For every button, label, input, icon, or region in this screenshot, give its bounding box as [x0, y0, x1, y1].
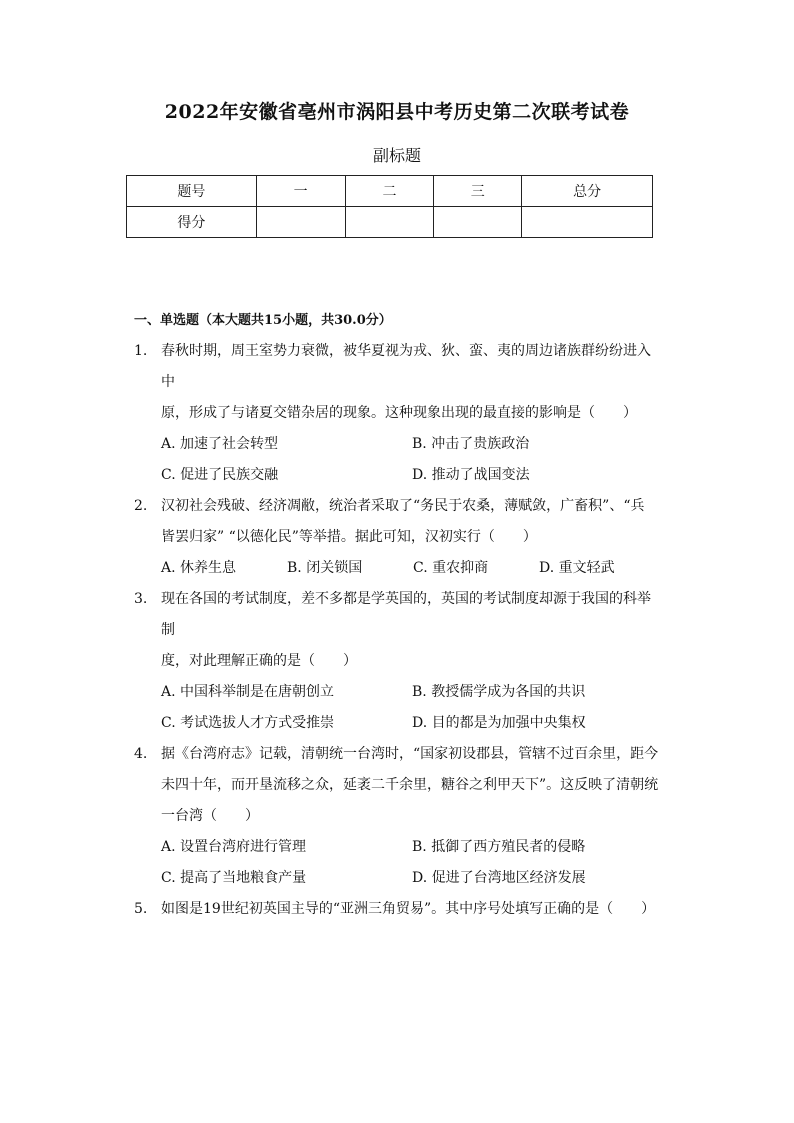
- question-number: 3.: [134, 591, 148, 607]
- score-cell: [434, 207, 522, 238]
- question-stem: [134, 894, 664, 925]
- question-number: 2.: [134, 498, 148, 514]
- question-4: [134, 739, 664, 894]
- score-table-header-cell: 二: [345, 176, 434, 207]
- option-b[interactable]: B. 闭关锁国: [287, 560, 363, 576]
- option-b[interactable]: B. 教授儒学成为各国的共识: [412, 684, 586, 700]
- question-5: [134, 894, 664, 925]
- score-row-label: 得分: [127, 207, 257, 238]
- option-c[interactable]: C. 考试选拔人才方式受推崇: [161, 715, 335, 731]
- option-c[interactable]: C. 促进了民族交融: [161, 467, 279, 483]
- question-line: 未四十年，而开垦流移之众，延袤二千余里，糖谷之利甲天下”。这反映了清朝统: [161, 777, 659, 793]
- exam-subtitle: 副标题: [372, 146, 421, 165]
- section-heading: 一、单选题（本大题共15小题，共30.0分）: [134, 313, 392, 328]
- question-number: 5.: [134, 901, 148, 917]
- score-table-header-cell: 题号: [127, 176, 257, 207]
- question-number: 4.: [134, 746, 148, 762]
- option-group: [134, 460, 664, 491]
- question-stem: [134, 584, 664, 677]
- option-d[interactable]: D. 推动了战国变法: [412, 467, 530, 483]
- question-stem: [134, 491, 664, 553]
- option-b[interactable]: B. 抵御了西方殖民者的侵略: [412, 839, 586, 855]
- option-a[interactable]: A. 休养生息: [161, 560, 237, 576]
- question-line: 一台湾（ ）: [161, 808, 259, 824]
- question-stem: [134, 336, 664, 429]
- option-group: [134, 863, 664, 894]
- option-a[interactable]: A. 中国科举制是在唐朝创立: [161, 684, 335, 700]
- question-3: [134, 584, 664, 739]
- question-line: 如图是19世纪初英国主导的“亚洲三角贸易”。其中序号处填写正确的是（ ）: [161, 901, 656, 917]
- question-1: [134, 336, 664, 491]
- score-cell: [256, 207, 345, 238]
- question-line: 现在各国的考试制度，差不多都是学英国的，英国的考试制度却源于我国的科举制: [161, 591, 651, 638]
- score-table-header-cell: 总分: [522, 176, 653, 207]
- score-table-header-row: [127, 176, 653, 207]
- question-list: [134, 336, 664, 925]
- question-line: 度，对此理解正确的是（ ）: [161, 653, 357, 669]
- option-group: [134, 708, 664, 739]
- option-a[interactable]: A. 加速了社会转型: [161, 436, 279, 452]
- score-table: [126, 175, 653, 238]
- option-a[interactable]: A. 设置台湾府进行管理: [161, 839, 307, 855]
- option-group: [134, 677, 664, 708]
- option-group: [134, 553, 664, 584]
- option-d[interactable]: D. 目的都是为加强中央集权: [412, 715, 586, 731]
- question-2: [134, 491, 664, 584]
- score-cell: [345, 207, 434, 238]
- score-table-score-row: [127, 207, 653, 238]
- option-group: [134, 832, 664, 863]
- option-c[interactable]: C. 提高了当地粮食产量: [161, 870, 307, 886]
- option-d[interactable]: D. 重文轻武: [539, 560, 615, 576]
- question-line: 皆罢归家” “以德化民”等举措。据此可知，汉初实行（ ）: [161, 529, 537, 545]
- score-table-header-cell: 三: [434, 176, 522, 207]
- question-stem: [134, 739, 664, 832]
- question-line: 据《台湾府志》记载，清朝统一台湾时，“国家初设郡县，管辖不过百余里，距今: [161, 746, 659, 762]
- score-cell: [522, 207, 653, 238]
- question-line: 春秋时期，周王室势力衰微，被华夏视为戎、狄、蛮、夷的周边诸族群纷纷进入中: [161, 343, 651, 390]
- score-table-header-cell: 一: [256, 176, 345, 207]
- option-d[interactable]: D. 促进了台湾地区经济发展: [412, 870, 586, 886]
- option-b[interactable]: B. 冲击了贵族政治: [412, 436, 530, 452]
- exam-title: 2022年安徽省亳州市涡阳县中考历史第二次联考试卷: [164, 101, 630, 123]
- question-number: 1.: [134, 343, 148, 359]
- question-line: 汉初社会残破、经济凋敝，统治者采取了“务民于农桑，薄赋敛，广畜积”、“兵: [161, 498, 645, 514]
- option-c[interactable]: C. 重农抑商: [413, 560, 489, 576]
- option-group: [134, 429, 664, 460]
- question-line: 原，形成了与诸夏交错杂居的现象。这种现象出现的最直接的影响是（ ）: [161, 405, 637, 421]
